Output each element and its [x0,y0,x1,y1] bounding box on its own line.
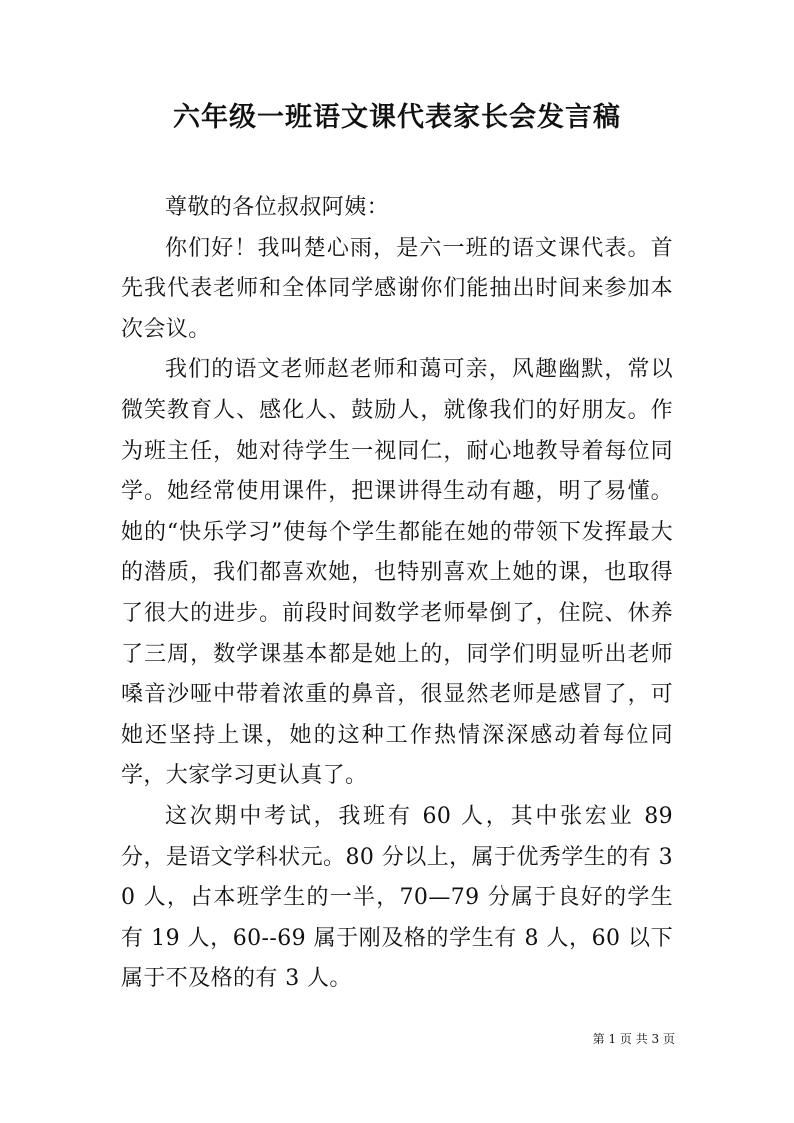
exam-results-paragraph: 这次期中考试，我班有 60 人，其中张宏业 89 分，是语文学科状元。80 分以上，属于优秀学生的有 30 人，占本班学生的一半，70—79 分属于良好的学生有 19 人，60--69 属于刚及格的学生有 8 人，60 以下属于不及格的有 3 人。 [121,803,673,992]
salutation-paragraph: 尊敬的各位叔叔阿姨： [165,195,390,220]
page-number-footer: 第 1 页 共 3 页 [592,1032,675,1046]
document-title: 六年级一班语文课代表家长会发言稿 [173,102,621,133]
teacher-paragraph: 我们的语文老师赵老师和蔼可亲，风趣幽默，常以微笑教育人、感化人、鼓励人，就像我们的好朋友。作为班主任，她对待学生一视同仁，耐心地教导着每位同学。她经常使用课件，把课讲得生动有趣，明了易懂。她的“快乐学习”使每个学生都能在她的带领下发挥最大的潜质，我们都喜欢她，也特别喜欢上她的课，也取得了很大的进步。前段时间数学老师晕倒了，住院、休养了三周，数学课基本都是她上的，同学们明显听出老师嗓音沙哑中带着浓重的鼻音，很显然老师是感冒了，可她还坚持上课，她的这种工作热情深深感动着每位同学，大家学习更认真了。 [121,357,673,789]
greeting-paragraph: 你们好！我叫楚心雨，是六一班的语文课代表。首先我代表老师和全体同学感谢你们能抽出时间来参加本次会议。 [121,235,673,342]
document-body [121,188,673,1000]
